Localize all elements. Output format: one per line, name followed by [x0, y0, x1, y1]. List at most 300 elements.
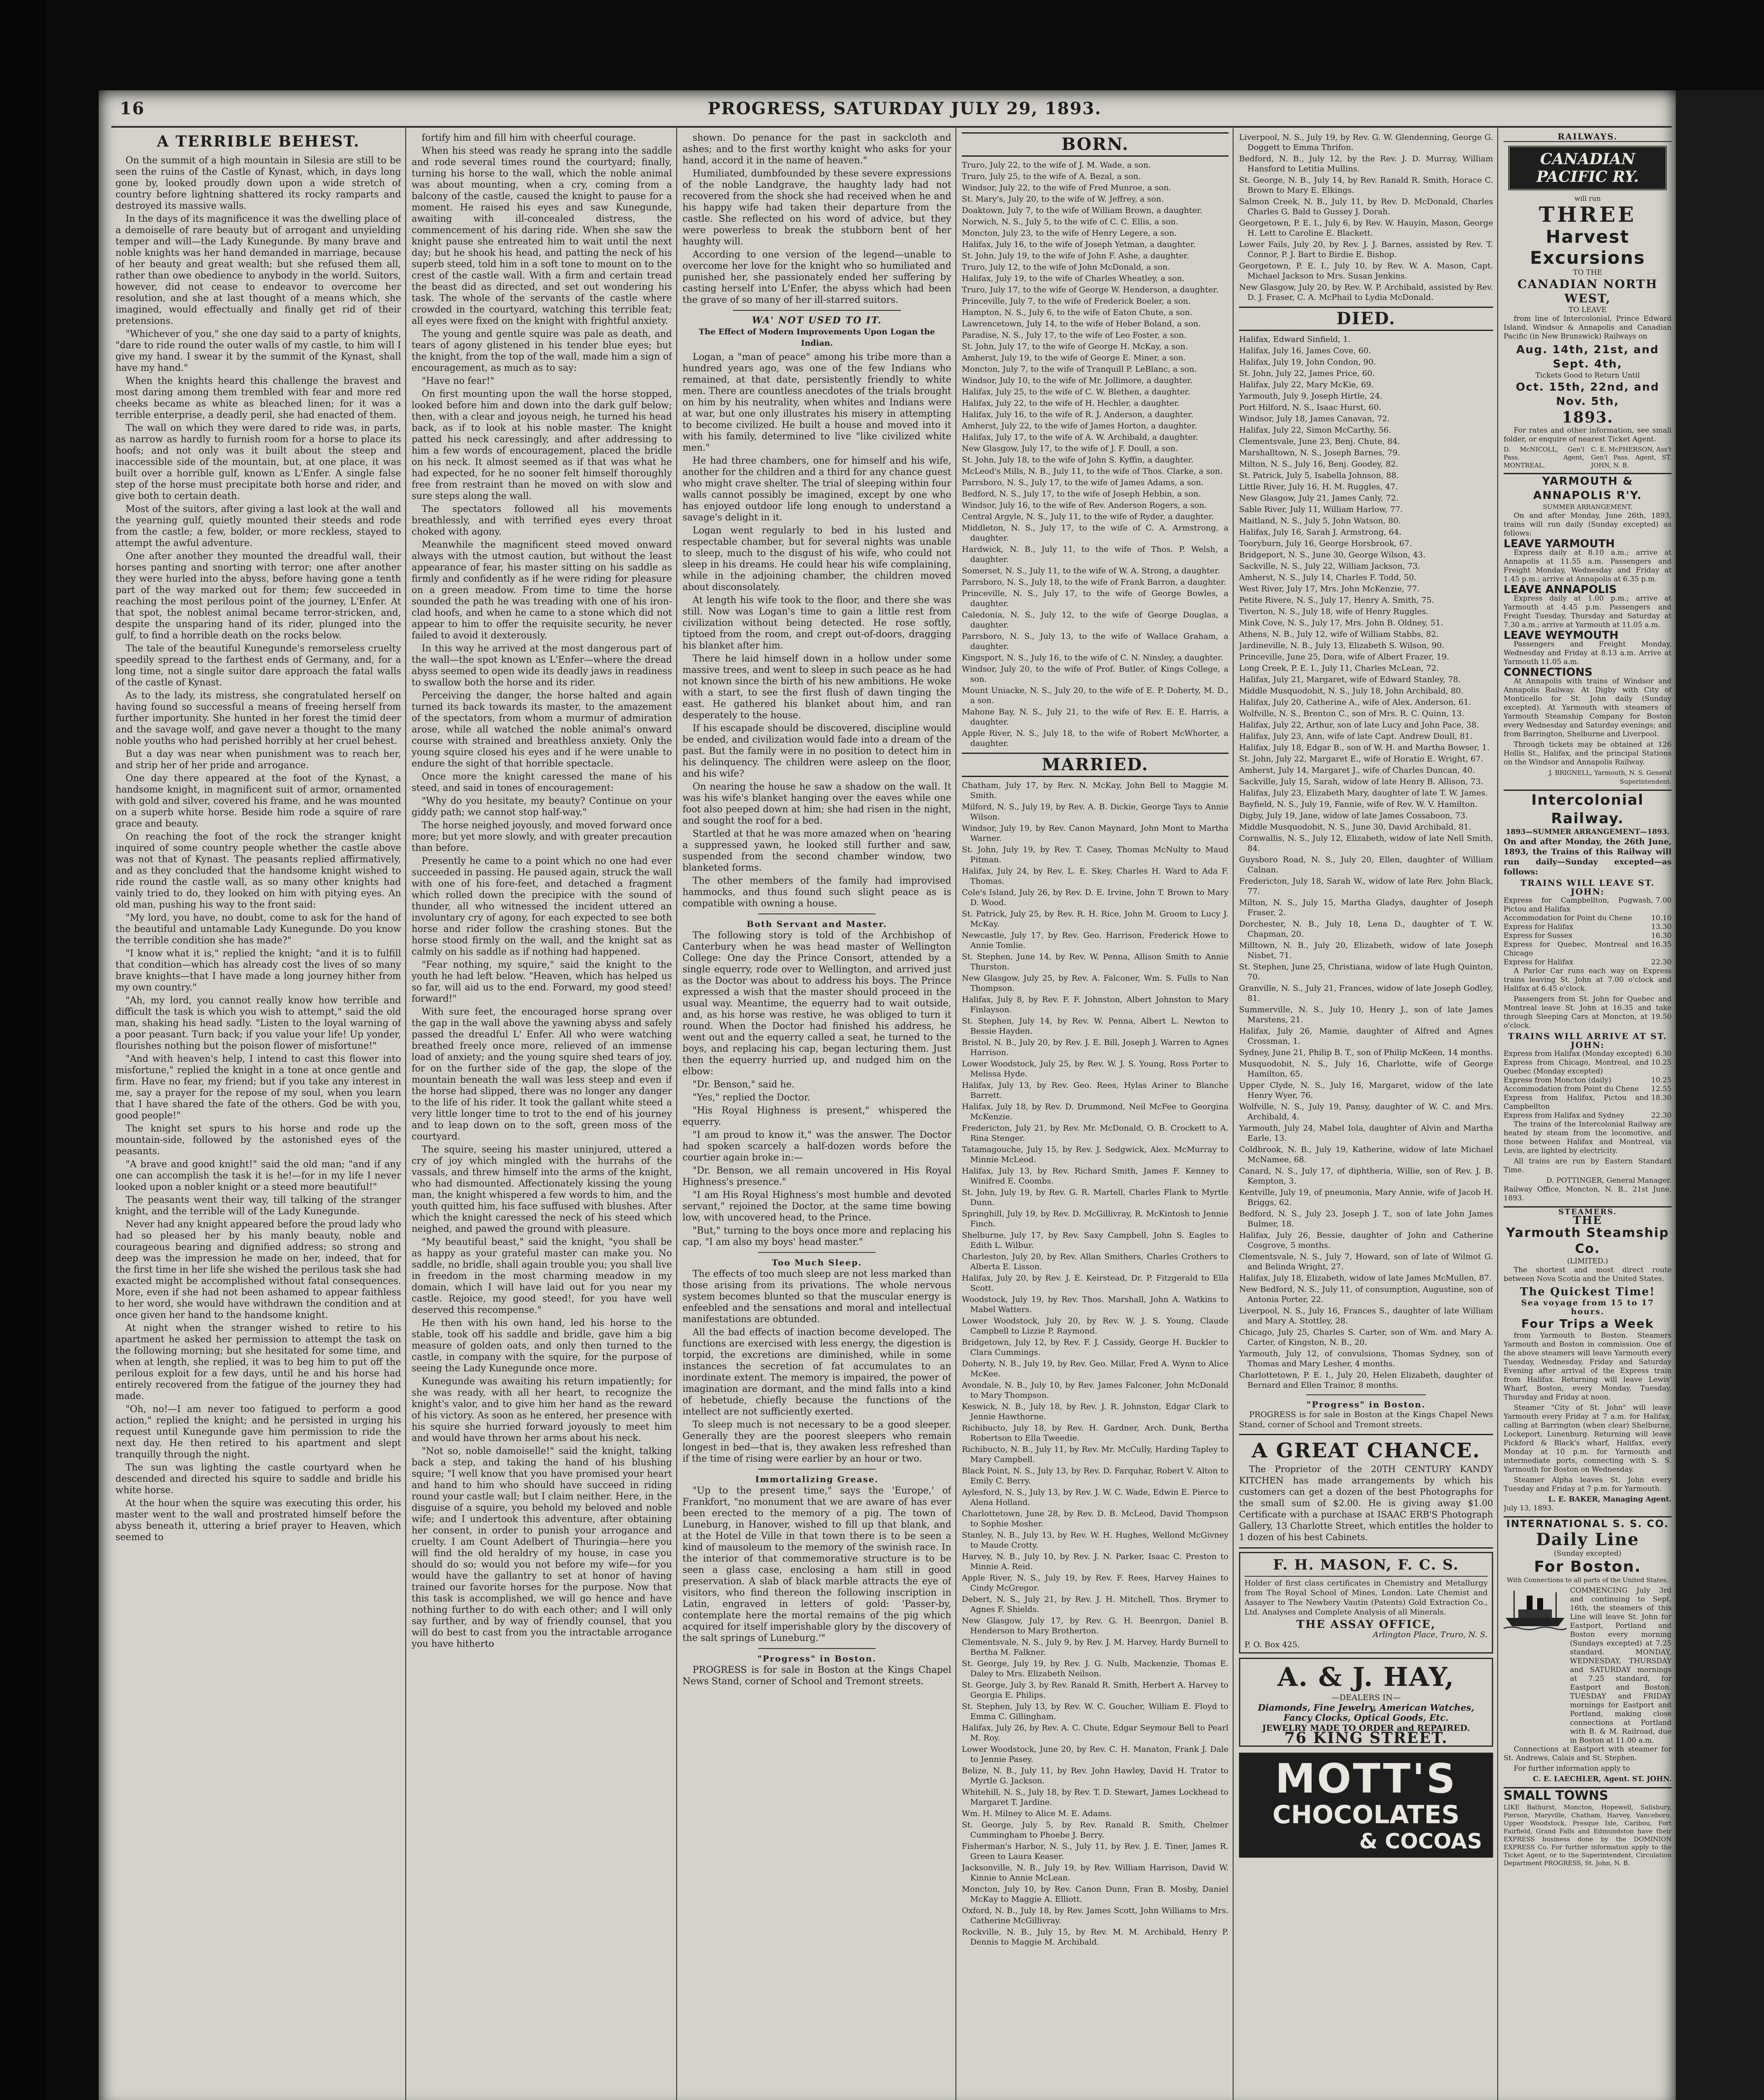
list-item: Wolfville, N. S., July 19, Pansy, daughter of W. C. and Mrs. Archibald, 4.	[1239, 1102, 1493, 1121]
list-item: New Glasgow, July 20, by Rev. W. P. Archibald, assisted by Rev. D. J. Fraser, C. A. McPhail to Lydia McDonald.	[1239, 283, 1493, 302]
paragraph: To sleep much is not necessary to be a good sleeper. Generally they are the poorest sleepers who remain longest in bed—that is, they awaken less refreshed than if the time of rising were earlier by an hour or two.	[682, 1420, 951, 1464]
list-item: Little River, July 16, H. M. Ruggles, 47.	[1239, 482, 1398, 491]
list-item: New Glasgow, July 25, by Rev. A. Falconer, Wm. S. Fulls to Nan Thompson.	[962, 974, 1228, 993]
train-time: 16.30	[1651, 932, 1672, 940]
divider	[733, 310, 901, 311]
list-item: Liverpool, N. S., July 16, Frances S., daughter of late William and Mary A. Stottley, 28.	[1239, 1306, 1493, 1326]
list-item: Halifax, July 26, by Rev. A. C. Chute, Edgar Seymour Bell to Pearl M. Roy.	[962, 1723, 1228, 1743]
list-item: Middle Musquodobit, N. S., July 18, John Archibald, 80.	[1239, 686, 1464, 696]
list-item: Windsor, July 16, to the wife of Rev. Anderson Rogers, a son.	[962, 501, 1207, 510]
list-item: Musquodobit, N. S., July 16, Charlotte, wife of George Hamilton, 65.	[1239, 1059, 1493, 1079]
list-item: Fredericton, July 18, Sarah W., widow of late Rev. John Black, 77.	[1239, 877, 1493, 896]
train-name: Express for Sussex	[1504, 932, 1572, 940]
paragraph: If his escapade should be discovered, discipline would be ended, and civilization would fade into a dream of the past. But the family were in no position to detect him in his delinquency. The children were asleep on the floor, and his wife?	[682, 723, 951, 779]
list-item: Jardineville, N. B., July 13, Elizabeth S. Wilson, 90.	[1239, 641, 1444, 650]
newspaper-page	[99, 90, 1676, 2100]
list-item: Halifax, July 8, by Rev. F. F. Johnston, Albert Johnston to Mary Finlayson.	[962, 995, 1228, 1014]
paragraph: "Why do you hesitate, my beauty? Continue on your giddy path; we cannot stop half-way."	[412, 796, 672, 818]
table-row	[1504, 914, 1672, 923]
list-item: Mahone Bay, N. S., July 21, to the wife of Rev. E. E. Harris, a daughter.	[962, 707, 1228, 727]
table-row	[1504, 958, 1672, 967]
paragraph: Connections at Eastport with steamer for St. Andrews, Calais and St. Stephen.	[1504, 1745, 1672, 1762]
international-title: INTERNATIONAL S. S. CO.	[1506, 1518, 1669, 1530]
ad-dealers: —DEALERS IN—	[1331, 1693, 1401, 1702]
list-item: Amherst, July 14, Margaret J., wife of Charles Duncan, 40.	[1239, 766, 1475, 775]
quickest: The Quickest Time!	[1520, 1286, 1656, 1298]
agent: D. McNICOLL, Gen'l Pass. Agent, MONTREAL.	[1504, 446, 1584, 469]
leave-title: TRAINS WILL LEAVE ST. JOHN:	[1520, 878, 1655, 897]
list-item: Marshalltown, N. S., Joseph Barnes, 79.	[1239, 448, 1400, 457]
paragraph: According to one version of the legend—unable to overcome her love for the knight who so humiliated and punished her, she passionately ended her suffering by casting herself into L'Enfer, the abyss which had been the grave of so many of her ill-starred suitors.	[682, 249, 951, 305]
list-item: Lower Woodstock, July 20, by Rev. W. J. S. Young, Claude Campbell to Lizzie P. Raymond.	[962, 1316, 1228, 1336]
intro: On and after Monday, the 26th June, 1893, the Trains of this Railway will run daily—Sunday excepted—as follows:	[1504, 837, 1672, 877]
list-item: Jacksonville, N. B., July 19, by Rev. William Harrison, David W. Kinnie to Annie McLean.	[962, 1863, 1228, 1882]
list-item: Yarmouth, July 24, Mabel Iola, daughter of Alvin and Martha Earle, 13.	[1239, 1124, 1493, 1143]
column-three	[682, 132, 951, 2100]
paragraph: Most of the suitors, after giving a last look at the wall and the yearning gulf, quietly mounted their steeds and rode from the castle; a few, bolder, or more reckless, stayed to attempt the awful adventure.	[116, 504, 401, 549]
paragraph: "And with heaven's help, I intend to cast this flower into misfortune," replied the knight in a tone at once gentle and firm. Have no fear, my friend; but if you take any interest in me, say a prayer for the repose of my soul, when you learn that I have shared the fate of the others. God be with you, good people!"	[116, 1054, 401, 1121]
list-item: Sackville, July 15, Sarah, widow of late Henry B. Allison, 73.	[1239, 777, 1483, 786]
paragraph: COMMENCING July 3rd and continuing to Sept. 16th, the steamers of this Line will leave St. John for Eastport, Portland and Boston every morning (Sundays excepted) at 7.25 standard. MONDAY, WEDNESDAY, THURSDAY and SATURDAY mornings at 7.25 standard, for Eastport and Boston. TUESDAY and FRIDAY mornings for Eastport and Portland, making close connections at Portland with B. & M. Railroad, due in Boston at 11.00 a.m.	[1570, 1586, 1672, 1745]
paragraph: Logan went regularly to bed in his lusted and respectable chamber, but for several nights was unable to sleep, much to the disgust of his wife, who could not sleep in his dreams. He could hear his wife complaining, while in the adjoining chamber, the children moved about disconsolately.	[682, 525, 951, 593]
list-item: Halifax, July 21, Margaret, wife of Edward Stanley, 78.	[1239, 675, 1461, 684]
paragraph: The wall on which they were dared to ride was, in parts, as narrow as hardly to furnish room for a horse to place its hoofs; and not only was it built about the steep and inaccessible side of the mountain, but, at one place, it was built over a horrible gulf, known as L'Enfer. A single false step of the horse must precipitate both horse and rider, and give both to certain death.	[116, 423, 401, 501]
list-item: Wolfville, N. S., Brenton C., son of Mrs. R. C. Quinn, 13.	[1239, 709, 1465, 718]
list-item: Bayfield, N. S., July 19, Fannie, wife of Rev. W. V. Hamilton.	[1239, 800, 1478, 809]
list-item: Halifax, July 17, to the wife of A. W. Archibald, a daughter.	[962, 433, 1198, 442]
paragraph: Passengers from St. John for Quebec and Montreal leave St. John at 16.35 and take through Sleeping Cars at Moncton, at 19.50 o'clock.	[1504, 995, 1672, 1030]
train-name: Express for Halifax	[1504, 923, 1573, 931]
list-item: Tooryburn, July 16, George Horsbrook, 67.	[1239, 539, 1412, 548]
tickets-label: Tickets Good to Return Until	[1535, 371, 1640, 380]
to-the: TO THE	[1573, 268, 1602, 277]
paragraph: "Dr. Benson, we all remain uncovered in His Royal Highness's presence."	[682, 1166, 951, 1187]
arrangement-label: 1893—SUMMER ARRANGEMENT—1893.	[1506, 828, 1670, 836]
three-label: THREE	[1538, 202, 1637, 227]
list-item: Halifax, July 26, Bessie, daughter of John and Catherine Cosgrove, 5 months.	[1239, 1231, 1493, 1250]
paragraph: The trains of the Intercolonial Railway are heated by steam from the locomotive, and those between Halifax and Montreal, via Levis, are lighted by electricity.	[1504, 1120, 1672, 1155]
signed: C. E. LAECHLER, Agent. ST. JOHN.	[1533, 1775, 1672, 1783]
section-title: MARRIED.	[962, 753, 1228, 777]
story-body	[116, 155, 401, 1543]
paragraph: In the days of its magnificence it was the dwelling place of a demoiselle of rare beauty but of arrogant and unyielding temper and will—the Lady Kunegunde. By many brave and noble knights was her hand demanded in marriage, because of her beauty and great wealth; but she refused them all, rather than owe obedience to anybody in the world. Suitors, however, did not cease to endeavor to overcome her resolution, and she at last thought of a means which, she imagined, would effectually and finally get rid of their pretensions.	[116, 214, 401, 326]
list-item: Canard, N. S., July 17, of diphtheria, Willie, son of Rev. J. B. Kempton, 3.	[1239, 1166, 1493, 1186]
section-title: "Progress" in Boston.	[757, 1654, 877, 1664]
masthead: PROGRESS, SATURDAY JULY 29, 1893.	[708, 99, 1102, 118]
table-row	[1504, 1058, 1672, 1076]
paragraph: The knight set spurs to his horse and rode up the mountain-side, followed by the astonished eyes of the peasants.	[116, 1124, 401, 1157]
list-item: Whitehill, N. S., July 18, by Rev. T. D. Stewart, James Lockhead to Margaret T. Jardine.	[962, 1788, 1228, 1807]
list-item: St. Stephen, June 25, Christiana, widow of late Hugh Quinton, 70.	[1239, 962, 1493, 982]
list-item: Halifax, July 16, to the wife of Joseph Yetman, a daughter.	[962, 240, 1196, 249]
paragraph: All trains are run by Eastern Standard Time.	[1504, 1157, 1672, 1174]
list-item: Bedford, N. S., July 23, Joseph J. T., son of late John James Bulmer, 18.	[1239, 1209, 1493, 1228]
paragraph: "Ah, my lord, you cannot really know how terrible and difficult the task is which you wish to attempt," said the old man, shaking his head sadly. "Listen to the loyal warning of a poor peasant. Turn back; if you value your life! Up yonder, flourishes nothing but the poison flower of misfortune!"	[116, 995, 401, 1051]
train-name: Express from Halifax and Sydney	[1504, 1111, 1625, 1120]
list-item: Apple River, N. S., July 19, by Rev. F. Rees, Harvey Haines to Cindy McGregor.	[962, 1573, 1228, 1593]
list-item: Halifax, July 13, by Rev. Geo. Rees, Hylas Ariner to Blanche Barrett.	[962, 1081, 1228, 1100]
table-row	[1504, 1085, 1672, 1094]
section-title: STEAMERS.	[1558, 1208, 1617, 1216]
list-item: Wm. H. Milney to Alice M. E. Adams.	[962, 1809, 1112, 1818]
column-railways	[1504, 132, 1672, 2100]
paragraph: Presently he came to a point which no one had ever succeeded in passing. He paused again, struck the wall with one of his fore-feet, and detached a fragment which rolled down the precipice with the sound of thunder, all who witnessed the incident uttered an involuntary cry of agony, for each expected to see both horse and rider follow the crashing stones. But the horse stood firmly on the wall, and the knight sat as calmly on his saddle as if nothing had happened.	[412, 856, 672, 957]
paragraph: Express daily at 8.10 a.m.; arrive at Annapolis at 11.55 a.m. Passengers and Freight Monday, Wednesday and Friday at 1.45 p.m.; arrive at Annapolis at 6.35 p.m.	[1504, 549, 1672, 583]
list-item: Halifax, July 19, to the wife of Charles Wheatley, a son.	[962, 274, 1185, 283]
dates-return: Oct. 15th, 22nd, and Nov. 5th,	[1516, 381, 1659, 408]
list-item: Halifax, July 26, Mamie, daughter of Alfred and Agnes Crossman, 1.	[1239, 1026, 1493, 1046]
list-item: Kentville, July 19, of pneumonia, Mary Annie, wife of Jacob H. Briggs, 62.	[1239, 1188, 1493, 1207]
paragraph: But a day was near when punishment was to reach her, and strip her of her pride and arrogance.	[116, 749, 401, 771]
intercolonial-title: Intercolonial Railway.	[1531, 792, 1644, 827]
list-item: Springhill, July 19, by Rev. D. McGillivray, R. McKintosh to Jennie Finch.	[962, 1209, 1228, 1228]
list-item: New Glasgow, July 21, James Canly, 72.	[1239, 494, 1399, 503]
small-towns-title: SMALL TOWNS	[1504, 1788, 1609, 1803]
paragraph: On the summit of a high mountain in Silesia are still to be seen the ruins of the Castle of Kynast, which, in days long gone by, looked proudly down upon a wide stretch of country before lightning shattered its rocky ramparts and destroyed its massive walls.	[116, 155, 401, 211]
train-time: 13.30	[1651, 923, 1672, 931]
paragraph: PROGRESS is for sale in Boston at the Kings Chapel News Stand, corner of School and Tremont streets.	[682, 1665, 951, 1687]
paragraph: A Parlor Car runs each way on Express trains leaving St. John at 7.00 o'clock and Halifax at 6.45 o'clock.	[1504, 967, 1672, 993]
list-item: Charlottetown, P. E. I., July 20, Helen Elizabeth, daughter of Bernard and Ellen Trainor, 8 months.	[1239, 1370, 1493, 1390]
paragraph: He then with his own hand, led his horse to the stable, took off his saddle and bridle, gave him a big measure of golden oats, and only then turned to the castle, in company with the squire, for the purpose of seeing the Lady Kunegunde once more.	[412, 1318, 672, 1374]
ad-repair: JEWELRY MADE TO ORDER and REPAIRED.	[1262, 1723, 1470, 1733]
list-item: Halifax, July 18, Edgar B., son of W. H. and Martha Bowser, 1.	[1239, 743, 1490, 752]
the-label: THE	[1573, 1214, 1602, 1227]
train-name: Express for Campbellton, Pugwash, Pictou and Halifax	[1504, 896, 1654, 914]
steamship-company: Yarmouth Steamship Co.	[1506, 1226, 1670, 1256]
train-name: Accommodation for Point du Chene	[1504, 914, 1632, 922]
list-item: Princeville, July 7, to the wife of Frederick Boeler, a son.	[962, 297, 1191, 306]
agents-row	[1504, 446, 1672, 470]
train-name: Express for Quebec, Montreal and Chicago	[1504, 940, 1649, 958]
story-terrible-behest-continued	[412, 132, 672, 2100]
died-list	[1239, 334, 1493, 1390]
leave-table	[1504, 896, 1672, 967]
list-item: St. John, July 19, to the wife of John F. Ashe, a daughter.	[962, 251, 1189, 260]
story-title: WA' NOT USED TO IT.	[752, 315, 882, 326]
list-item: Windsor, July 18, James Canavan, 72.	[1239, 414, 1390, 423]
paragraph: "Yes," replied the Doctor.	[693, 1092, 811, 1103]
list-item: Central Argyle, N. S., July 11, to the wife of Ryder, a daughter.	[962, 512, 1214, 521]
list-item: Hampton, N. S., July 6, to the wife of Eaton Chute, a son.	[962, 308, 1193, 317]
married-list	[962, 780, 1228, 1947]
list-item: Guysboro Road, N. S., July 20, Ellen, daughter of William Calnan.	[1239, 855, 1493, 874]
list-item: Caledonia, N. S., July 12, to the wife of George Douglas, a daughter.	[962, 610, 1228, 630]
paragraph: The shortest and most direct route between Nova Scotia and the United States.	[1504, 1266, 1672, 1283]
paragraph: Passengers and Freight Monday, Wednesday and Friday at 8.13 a.m. Arrive at Yarmouth 11.05 a.m.	[1504, 640, 1672, 666]
paragraph: As to the lady, its mistress, she congratulated herself on having found so successful a means of freeing herself from further importunity. She hunted in her forest the timid deer and the savage wolf, and gave never a thought to the many noble youths who had perished horribly at her cruel behest.	[116, 690, 401, 746]
table-row	[1504, 1076, 1672, 1085]
list-item: Truro, July 25, to the wife of A. Bezal, a son.	[962, 172, 1141, 181]
yarmouth-title: YARMOUTH & ANNAPOLIS R'Y.	[1533, 475, 1642, 502]
leave-weymouth: LEAVE WEYMOUTH	[1504, 629, 1619, 642]
cnw-label: CANADIAN NORTH WEST,	[1517, 277, 1658, 305]
list-item: Truro, July 17, to the wife of George W. Henderson, a daughter.	[962, 285, 1219, 294]
ad-rule	[1239, 1547, 1493, 1549]
list-item: Moncton, July 7, to the wife of Tranquill P. LeBlanc, a son.	[962, 365, 1197, 374]
list-item: Windsor, July 22, to the wife of Fred Munroe, a son.	[962, 183, 1171, 192]
list-item: Windsor, July 10, to the wife of Mr. Jollimore, a daughter.	[962, 376, 1193, 385]
list-item: Truro, July 12, to the wife of John McDonald, a son.	[962, 262, 1171, 272]
list-item: Dorchester, N. B., July 18, Lena D., daughter of T. W. Chapman, 20.	[1239, 919, 1493, 939]
list-item: Avondale, N. B., July 10, by Rev. James Falconer, John McDonald to Mary Thompson.	[962, 1381, 1228, 1400]
arrangement-label: SUMMER ARRANGEMENT.	[1543, 503, 1633, 511]
list-item: New Glasgow, July 17, by Rev. G. H. Beenrgon, Daniel B. Henderson to Mary Brotherton.	[962, 1616, 1228, 1635]
paragraph: "A brave and good knight!" said the old man; "and if any one can accomplish the task it is he!—for in my life I never looked upon a nobler knight or a steed more beautiful!"	[116, 1159, 401, 1192]
list-item: Cole's Island, July 26, by Rev. D. E. Irvine, John T. Brown to Mary D. Wood.	[962, 888, 1228, 907]
signed: L. E. BAKER, Managing Agent.	[1548, 1495, 1672, 1504]
paragraph: In this way he arrived at the most dangerous part of the wall—the spot known as L'Enfer—where the dread abyss seemed to open wide its deadly jaws in readiness to swallow both the horse and its rider.	[412, 643, 672, 688]
list-item: St. Patrick, July 25, by Rev. R. H. Rice, John M. Groom to Lucy J. McKay.	[962, 909, 1228, 929]
paragraph: The sun was lighting the castle courtyard when he descended and directed his squire to saddle and bridle his white horse.	[116, 1462, 401, 1496]
list-item: Halifax, July 23, Ann, wife of late Capt. Andrew Doull, 81.	[1239, 732, 1473, 741]
paragraph: fortify him and fill him with cheerful courage.	[422, 133, 636, 143]
list-item: Sydney, June 21, Philip B. T., son of Philip McKeen, 14 months.	[1239, 1048, 1493, 1057]
small-towns-text: LIKE Bathurst, Moncton, Hopewell, Salisbury, Pierson, Maryville, Chatham, Harvey, Vanceboro, Upper Woodstock, Presque Isle, Caribou, Fort Fairfield, Grand Falls and Edmundston have their EXPRESS business done by the DOMINION EXPRESS Co. For further information apply to the Ticket Agent, or to the Superintendent, Circulation Department PROGRESS, St. John, N. B.	[1504, 1803, 1672, 1867]
hay-ad	[1239, 1658, 1493, 1747]
header-rule	[111, 126, 1672, 128]
list-item: Moncton, July 10, by Rev. Canon Dunn, Fran B. Mosby, Daniel McKay to Maggie A. Elliott.	[962, 1885, 1228, 1904]
ad-rule	[1239, 1434, 1493, 1435]
train-time: 10.25	[1651, 1076, 1672, 1084]
train-time: 10.10	[1651, 914, 1672, 922]
list-item: St. Mary's, July 20, to the wife of W. Jeffrey, a son.	[962, 194, 1164, 204]
table-row	[1504, 923, 1672, 932]
four-trips: Four Trips a Week	[1521, 1317, 1654, 1331]
list-item: Milltown, N. B., July 20, Elizabeth, widow of late Joseph Nisbet, 71.	[1239, 941, 1493, 960]
list-item: Digby, July 19, Jane, widow of late James Cossaboon, 73.	[1239, 811, 1468, 820]
list-item: Clementsvale, June 23, Benj. Chute, 84.	[1239, 437, 1400, 446]
story-subtitle: The Effect of Modern Improvements Upon Logan the Indian.	[698, 327, 935, 348]
list-item: Athens, N. B., July 12, wife of William Stabbs, 82.	[1239, 630, 1439, 639]
list-item: St. John, July 19, by Rev. G. R. Martell, Charles Flank to Myrtle Dunn.	[962, 1188, 1228, 1207]
story-title: Both Servant and Master.	[746, 919, 887, 929]
column-divider	[676, 128, 677, 2100]
list-item: St. Stephen, July 14, by Rev. W. Penna, Albert L. Newton to Bessie Hayden.	[962, 1016, 1228, 1036]
list-item: Sable River, July 11, William Harlow, 77.	[1239, 505, 1403, 514]
mason-ad	[1239, 1552, 1493, 1654]
paragraph: Express daily at 1.00 p.m.; arrive at Yarmouth at 4.45 p.m. Passengers and Freight Tuesday, Thursday and Saturday at 7.30 a.m.; arrive at Yarmouth at 11.05 a.m.	[1504, 594, 1672, 629]
list-item: Lower Woodstock, July 25, by Rev. W. J. S. Young, Ross Porter to Melissa Hyde.	[962, 1059, 1228, 1079]
list-item: New Glasgow, July 17, to the wife of J. F. Doull, a son.	[962, 444, 1179, 453]
list-item: St. George, N. B., July 14, by Rev. Ranald R. Smith, Horace C. Brown to Mary E. Elkings.	[1239, 176, 1493, 195]
list-item: Bristol, N. B., July 20, by Rev. J. E. Bill, Joseph J. Warren to Agnes Harrison.	[962, 1038, 1228, 1057]
list-item: Mink Cove, N. S., July 17, Mrs. John B. Oldney, 51.	[1239, 618, 1444, 627]
paragraph: "My beautiful beast," said the knight, "you shall be as happy as your grateful master can make you. No saddle, no bridle, shall again trouble you; you shall live in freedom in the most charming meadow in my domain, which I will have laid out for you near my castle. Rejoice, my good steed!, for you have well deserved this recompense."	[412, 1237, 672, 1315]
paragraph: The squire, seeing his master uninjured, uttered a cry of joy which mingled with the hurrahs of the vassals, and threw himself into the arms of the knight, who had dismounted. Affectionately kissing the young man, the knight whispered a few words to him, and the youth quitted him, his face suffused with blushes. After which the knight caressed the neck of his steed which neighed, and pawed the ground with pleasure.	[412, 1144, 672, 1234]
scan-edge-right	[1676, 90, 1764, 2100]
list-item: St. Patrick, July 5, Isabella Johnson, 88.	[1239, 471, 1399, 480]
ad-rule	[1244, 1576, 1488, 1577]
list-item: St. John, July 22, Margaret E., wife of Horatio E. Wright, 67.	[1239, 754, 1483, 764]
train-time: 12.55	[1651, 1085, 1672, 1093]
list-item: St. George, July 5, by Rev. Ranald R. Smith, Chelmer Cummingham to Phoebe J. Berry.	[962, 1820, 1228, 1840]
paragraph: "Up to the present time," says the 'Europe,' of Frankfort, "no monument that we are aware of has ever been erected to the memory of a pig. The town of Luneburg, in Hanover, wished to fill up that blank, and at the Hotel de Ville in that town there is to be seen a kind of mausoleum to the memory of the swinish race. In the interior of that commemorative structure is to be seen a glass case, enclosing a ham still in good preservation. A slab of black marble attracts the eye of visitors, who find thereon the following inscription in Latin, engraved in letters of gold: 'Passer-by, contemplate here the mortal remains of the pig which acquired for itself imperishable glory by the discovery of the salt springs of Luneburg.'"	[682, 1486, 951, 1643]
daily-line: Daily Line	[1536, 1530, 1639, 1549]
list-item: Halifax, July 22, Mary McKie, 69.	[1239, 380, 1374, 389]
section-title: "Progress" in Boston.	[1306, 1399, 1426, 1410]
list-item: Windsor, July 19, by Rev. Canon Maynard, John Mont to Martha Warner.	[962, 824, 1228, 843]
list-item: Oxford, N. B., July 18, by Rev. James Scott, John Williams to Mrs. Catherine McGillivray.	[962, 1906, 1228, 1925]
list-item: Shelburne, July 17, by Rev. Saxy Campbell, John S. Eagles to Edith L. Wilbur.	[962, 1231, 1228, 1250]
date: July 13, 1893.	[1504, 1504, 1554, 1512]
list-item: Halifax, July 25, to the wife of C. W. Blethen, a daughter.	[962, 387, 1190, 396]
list-item: Petite Rivere, N. S., July 17, Henry A. Smith, 75.	[1239, 596, 1434, 605]
list-item: Coldbrook, N. B., July 19, Katherine, widow of late Michael McNamee, 68.	[1239, 1145, 1493, 1164]
ad-goods: Diamonds, Fine Jewelry, American Watches, Fancy Clocks, Optical Goods, Etc.	[1257, 1702, 1475, 1723]
ad-line: MOTT'S	[1275, 1755, 1457, 1802]
list-item: Newcastle, July 17, by Rev. Geo. Harrison, Frederick Howe to Annie Tomlie.	[962, 931, 1228, 950]
list-item: West River, July 17, Mrs. John McKenzie, 77.	[1239, 584, 1420, 593]
paragraph: "But," turning to the boys once more and replacing his cap, "I am also my boys' head master."	[682, 1226, 951, 1247]
sea-voyage: Sea voyage from 15 to 17 hours.	[1521, 1298, 1654, 1316]
story-terrible-behest	[116, 132, 401, 2100]
page-number: 16	[120, 99, 145, 118]
list-item: Richibucto, July 18, by Rev. H. Gardner, Arch. Dunk, Bertha Robertson to Ella Tweedie.	[962, 1423, 1228, 1443]
list-item: Debert, N. S., July 21, by Rev. J. H. Mitchell, Thos. Brymer to Agnes F. Shields.	[962, 1595, 1228, 1614]
paragraph: "I know what it is," replied the knight; "and it is to fulfill that condition—which has already cost the lives of so many brave knights—that I have made a long journey hither from my own country."	[116, 948, 401, 993]
list-item: Georgetown, P. E. I., July 6, by Rev. W. Hauyin, Mason, George H. Lett to Caroline E. Blackett.	[1239, 218, 1493, 238]
table-row	[1504, 1050, 1672, 1058]
paragraph: The effects of too much sleep are not less marked than those arising from its privations. The whole nervous system becomes blunted so that the muscular energy is enfeebled and the sensations and moral and intellectual manifestations are obtunded.	[682, 1269, 951, 1325]
list-item: Doaktown, July 7, to the wife of William Brown, a daughter.	[962, 206, 1202, 215]
list-item: Milford, N. S., July 19, by Rev. A. B. Dickie, George Tays to Annie Wilson.	[962, 802, 1228, 822]
list-item: Princeville, N. S., July 17, to the wife of George Bowles, a daughter.	[962, 589, 1228, 608]
leave-yarmouth: LEAVE YARMOUTH	[1504, 538, 1615, 550]
list-item: Amherst, N. S., July 14, Charles F. Todd, 50.	[1239, 573, 1417, 582]
arrive-title: TRAINS WILL ARRIVE AT ST. JOHN:	[1508, 1031, 1667, 1050]
list-item: Yarmouth, July 12, of convulsions, Thomas Sydney, son of Thomas and Mary Lesher, 4 months.	[1239, 1349, 1493, 1368]
divider	[758, 1469, 876, 1470]
for-boston: For Boston.	[1534, 1558, 1641, 1575]
list-item: Woodstock, July 19, by Rev. Thos. Marshall, John A. Watkins to Mabel Watters.	[962, 1295, 1228, 1314]
ad-line: & COCOAS	[1359, 1829, 1482, 1853]
list-item: Tiverton, N. S., July 18, wife of Henry Ruggles.	[1239, 607, 1429, 616]
list-item: Milton, N. S., July 16, Benj. Goodey, 82.	[1239, 459, 1399, 469]
list-item: Milton, N. S., July 15, Martha Gladys, daughter of Joseph Fraser, 2.	[1239, 898, 1493, 917]
paragraph: "Have no fear!"	[422, 376, 495, 386]
connections: With Connections to all parts of the United States.	[1507, 1576, 1669, 1584]
train-time: 16.35	[1651, 940, 1672, 949]
list-item: Stanley, N. B., July 13, by Rev. W. H. Hughes, Wellond McGivney to Maude Crotty.	[962, 1530, 1228, 1550]
to-leave: TO LEAVE	[1568, 306, 1607, 314]
list-item: Yarmouth, July 9, Joseph Hirtle, 24.	[1239, 391, 1383, 401]
story-title: Too Much Sleep.	[772, 1257, 862, 1268]
paragraph: At length his wife took to the floor, and there she was still. Now was Logan's time to gain a little rest from civilization without being detected. He rose softly, tiptoed from the room, and crept out-of-doors, dragging his blanket after him.	[682, 595, 951, 651]
agent: C. E. McPHERSON, Ass't Gen'l Pass. Agent, ST. JOHN, N. B.	[1591, 446, 1672, 469]
list-item: Belize, N. B., July 11, by Rev. John Hawley, David H. Trator to Myrtle G. Jackson.	[962, 1766, 1228, 1785]
paragraph: The spectators followed all his movements breathlessly, and with terrified eyes every throat choked with agony.	[412, 504, 672, 537]
train-time: 22.30	[1651, 1111, 1672, 1120]
paragraph: from line of Intercolonial, Prince Edward Island, Windsor & Annapolis and Canadian Pacific (in New Brunswick) Railways on	[1504, 315, 1672, 341]
list-item: Bedford, N. B., July 12, by the Rev. J. D. Murray, William Hansford to Letitia Mullins.	[1239, 154, 1493, 173]
list-item: Windsor, July 20, to the wife of Prof. Butler, of Kings College, a son.	[962, 664, 1228, 684]
paragraph: Steamer Alpha leaves St. John every Tuesday and Friday at 7 p.m. for Yarmouth.	[1504, 1476, 1672, 1493]
paragraph: Startled at that he was more amazed when on 'hearing a suppressed yawn, he looked still further and saw, suspended from the second chamber window, two blanketed forms.	[682, 829, 951, 873]
paragraph: One day there appeared at the foot of the Kynast, a handsome knight, in magnificent suit of armor, ornamented with gold and silver, covered his frame, and he was mounted on a superb white horse. Beside him rode a squire of rare grace and beauty.	[116, 773, 401, 829]
table-row	[1504, 1094, 1672, 1111]
limited: (LIMITED.)	[1567, 1257, 1608, 1265]
paragraph: "Not so, noble damoiselle!" said the knight, talking back a step, and taking the hand of his blushing squire; "I well know that you have promised your heart and hand to him who should have succeed in riding round your castle wall; but I claim neither. Here, in the disguise of a squire, you behold my beloved and noble wife; and I undertook this adventure, after obtaining her consent, in order to punish your arrogance and cruelty. I am Count Adelbert of Thuringia—here you will find the old heraldry of my house, in case you should do so; would you not before my wife—for you would have the gallantry to set at honor of having trained our favorite horses for the purpose. Now that this task is accomplished, we will go hence and have nothing further to do with each other; and I will only say further, and by way of friendly counsel, that you will do best to cast from you the intractable arrogance you have hitherto	[412, 1446, 672, 1649]
paragraph: The tale of the beautiful Kunegunde's remorseless cruelty speedily spread to the farthest ends of Germany, and, for a long time, not a single suitor dare approach the fatal walls of the castle of Kynast.	[116, 643, 401, 688]
list-item: Parrsboro, N. S., July 18, to the wife of Frank Barron, a daughter.	[962, 578, 1226, 587]
list-item: Lower Fails, July 20, by Rev. J. J. Barnes, assisted by Rev. T. Connor, P. J. Bart to Birdie E. Bishop.	[1239, 240, 1493, 259]
section-title: BORN.	[962, 132, 1228, 157]
list-item: Charlottetown, June 28, by Rev. D. B. McLeod, David Thompson to Sophie Mosher.	[962, 1509, 1228, 1528]
list-item: St. Stephen, June 14, by Rev. W. Penna, Allison Smith to Annie Thurston.	[962, 952, 1228, 971]
paragraph: The horse neighed joyously, and moved forward once more; but yet more slowly, and with greater precaution than before.	[412, 820, 672, 853]
train-time: 10.25	[1651, 1058, 1672, 1067]
born-list	[962, 160, 1228, 748]
list-item: Norwich, N. S., July 5, to the wife of C. C. Ellis, a son.	[962, 217, 1179, 226]
list-item: Liverpool, N. S., July 19, by Rev. G. W. Glendenning, George G. Doggett to Emma Thrifon.	[1239, 133, 1493, 152]
paragraph: Once more the knight caressed the mane of his steed, and said in tones of encouragement:	[412, 772, 672, 793]
paragraph: He had three chambers, one for himself and his wife, another for the children and a third for any chance guest who might crave shelter. The trial of sleeping within four walls cannot possibly be imagined, except by one who has enjoyed outdoor life long enough to understand a savage's delight in it.	[682, 456, 951, 523]
paragraph: There he laid himself down in a hollow under some massive trees, and went to sleep in such peace as he had not known since the birth of his new ambitions. He woke with a start, to see the first flush of dawn tinging the east. He gathered his blanket about him, and ran desperately to the house.	[682, 654, 951, 721]
paragraph: All the bad effects of inaction become developed. The functions are exercised with less energy, the digestion is torpid, the excretions are diminished, while in some instances the secretion of fat accumulates to an inordinate extent. The memory is impaired, the power of imagination are dormant, and the mind falls into a kind of hebetude, chiefly because the functions of the intellect are not sufficiently exerted.	[682, 1327, 951, 1417]
list-item: Halifax, July 20, Catherine A., wife of Alex. Anderson, 61.	[1239, 698, 1471, 707]
paragraph: "Oh, no!—I am never too fatigued to perform a good action," replied the knight; and he persisted in urging his request until Kunegunde gave him permission to ride the next day. He then retired to his apartment and slept tranquilly through the night.	[116, 1404, 401, 1460]
list-item: Parrsboro, N. S., July 17, to the wife of James Adams, a son.	[962, 478, 1204, 487]
list-item: Bedford, N. S., July 17, to the wife of Joseph Hebbin, a son.	[962, 489, 1201, 499]
train-name: Express from Moncton (daily)	[1504, 1076, 1612, 1084]
ad-office: THE ASSAY OFFICE,	[1296, 1618, 1436, 1631]
paragraph: On nearing the house he saw a shadow on the wall. It was his wife's blanket hanging over the eaves while one foot also peeped down at him; she had risen in the night, and sought the roof for a bed.	[682, 782, 951, 826]
list-item: Halifax, July 23, Elizabeth Mary, daughter of late T. W. James.	[1239, 788, 1488, 798]
list-item: St. John, July 17, to the wife of George H. McKay, a son.	[962, 342, 1188, 351]
train-name: Express from Chicago, Montreal, and Quebec (Monday excepted)	[1504, 1058, 1649, 1076]
paragraph: With sure feet, the encouraged horse sprang over the gap in the wall above the yawning abyss and safely passed the dreadful L' Enfer. All who were watching breathed freely once more, relieved of an immense load of anxiety; and the young squire shed tears of joy, for on the further side of the gap, the slope of the mountain beneath the wall was less steep and even if the horse had slipped, there was no longer any danger to the life of his rider. It took the gallant white steed a very little longer time to trot to the end of his journey and to leap down on to the soft, green moss of the courtyard.	[412, 1007, 672, 1142]
paragraph: shown. Do penance for the past in sackcloth and ashes; and to the first worthy knight who asks for your hand, accord it in the name of heaven."	[682, 133, 951, 166]
list-item: Long Creek, P. E. I., July 11, Charles McLean, 72.	[1239, 664, 1439, 673]
divider	[758, 1648, 876, 1649]
paragraph: At the hour when the squire was executing this order, his master went to the wall and prostrated himself before the abyss beneath it, uttering a brief prayer to Heaven, which seemed to	[116, 1498, 401, 1543]
list-item: Princeville, June 25, Dora, wife of Albert Frazer, 19.	[1239, 652, 1449, 662]
motts-ad	[1239, 1753, 1493, 1858]
list-item: Halifax, Edward Sinfield, 1.	[1239, 335, 1351, 344]
list-item: Keswick, N. B., July 18, by Rev. J. R. Johnston, Edgar Clark to Jennie Hawthorne.	[962, 1402, 1228, 1421]
paragraph: When the knights heard this challenge the bravest and most daring among them trembled with fear and more red cheeks became as white as bleached linen; for it was a terrible enterprise, a deadly peril, she had enacted of them.	[116, 376, 401, 420]
list-item: Mount Uniacke, N. S., July 20, to the wife of E. P. Doherty, M. D., a son.	[962, 686, 1228, 705]
ad-address: Arlington Place, Truro, N. S.	[1373, 1630, 1488, 1639]
train-name: Express from Halifax (Monday excepted)	[1504, 1050, 1652, 1058]
paragraph: PROGRESS is for sale in Boston at the Kings Chapel News Stand, corner of School and Tremont streets.	[1239, 1410, 1493, 1429]
list-item: Chicago, July 25, Charles S. Carter, son of Wm. and Mary A. Carter, of Kingston, N. B., 20.	[1239, 1328, 1493, 1347]
list-item: Hardwick, N. B., July 11, to the wife of Thos. P. Welsh, a daughter.	[962, 545, 1228, 564]
list-item: Halifax, July 16, Sarah J. Armstrong, 64.	[1239, 528, 1402, 537]
paragraph: One after another they mounted the dreadful wall, their horses panting and snorting with terror; one after another they were hurled into the abyss, before having gone a tenth part of the way marked out for them; few succeeded in reaching the most perilous point of the journey, L'Enfer. At that spot, the noblest animal became terror-stricken, and, despite the unsparing hand of its rider, plunged into the gulf, to find a horrible death on the rocks below.	[116, 551, 401, 641]
list-item: Cornwallis, N. S., July 12, Elizabeth, widow of late Nell Smith, 84.	[1239, 834, 1493, 853]
paragraph: The other members of the family had improvised hammocks, and thus found such slight peace as is compatible with owning a house.	[682, 876, 951, 909]
list-item: Harvey, N. B., July 10, by Rev. J. N. Parker, Isaac C. Preston to Minnie A. Reid.	[962, 1552, 1228, 1571]
married-list-continued	[1239, 132, 1493, 302]
list-item: Clementsvale, N. S., July 7, Howard, son of late of Wilmot G. and Belinda Wright, 27.	[1239, 1252, 1493, 1271]
paragraph: from Yarmouth to Boston. Steamers Yarmouth and Boston in commission. One of the above steamers will leave Yarmouth every Tuesday, Wednesday, Friday and Saturday Evening after arrival of the Express train from Halifax. Returning will leave Lewis' Wharf, Boston, every Monday, Tuesday, Thursday and Friday at noon.	[1504, 1331, 1672, 1402]
ad-title: A. & J. HAY,	[1277, 1662, 1455, 1692]
paragraph: "Whichever of you," she one day said to a party of knights, "dare to ride round the outer walls of my castle, to him will I give my hand. I swear it by the summit of the Kynast, shall have my hand."	[116, 329, 401, 373]
list-item: New Bedford, N. S., July 11, of consumption, Augustine, son of Antonia Porter, 22.	[1239, 1285, 1493, 1304]
table-row	[1504, 896, 1672, 914]
international-body	[1504, 1586, 1672, 1745]
list-item: Rockville, N. B., July 15, by Rev. M. M. Archibald, Henry P. Dennis to Maggie M. Archibald.	[962, 1927, 1228, 1947]
list-item: St. Stephen, July 13, by Rev. W. C. Goucher, William E. Floyd to Emma C. Gillingham.	[962, 1702, 1228, 1721]
ad-box: P. O. Box 425.	[1244, 1640, 1300, 1649]
list-item: Fredericton, July 21, by Rev. Mr. McDonald, O. B. Crockett to A. Rina Stenger.	[962, 1124, 1228, 1143]
section-title: DIED.	[1239, 307, 1493, 331]
list-item: St. John, July 22, James Price, 60.	[1239, 369, 1375, 378]
paragraph: On first mounting upon the wall the horse stopped, looked before him and down into the dark gulf below; then, with a clear and joyous neigh, he turned his head back, as if to look at his noble master. The knight patted his neck caressingly, and after addressing to him a few words of encouragement, placed the bridle on his neck. It almost seemed as if that was what he had expected, for he no sooner felt himself thoroughly free from restraint than he moved on with slow and sure steps along the wall.	[412, 389, 672, 501]
ad-title: A GREAT CHANCE.	[1252, 1439, 1480, 1462]
